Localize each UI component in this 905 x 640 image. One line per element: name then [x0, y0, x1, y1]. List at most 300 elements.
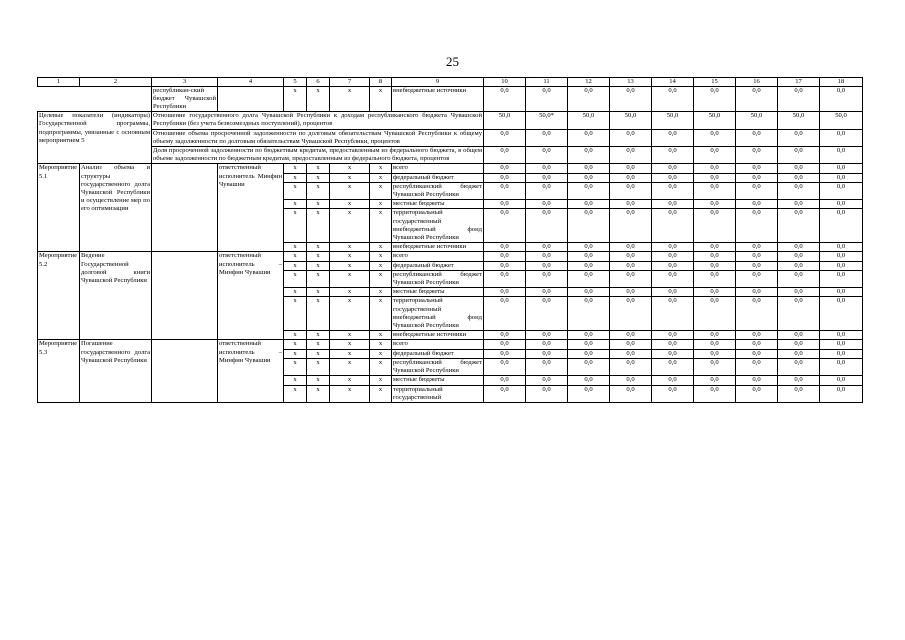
funding-source: республиканский бюджет Чувашской Республики — [393, 182, 482, 199]
code-mark: x — [370, 252, 392, 261]
code-mark: x — [370, 200, 392, 209]
value-cell: 0,0 — [568, 182, 610, 199]
value-cell: 0,0 — [694, 288, 736, 297]
value-cell: 0,0 — [610, 252, 652, 261]
code-mark: x — [370, 340, 392, 349]
value-cell: 0,0 — [736, 129, 778, 146]
funding-source: местные бюджеты — [392, 200, 484, 209]
funding-source: республиканский бюджет Чувашской Республики — [393, 270, 482, 287]
value-cell: 0,0 — [694, 209, 736, 243]
empty-cell — [38, 86, 80, 112]
table-row — [38, 340, 863, 349]
code-mark: x — [284, 385, 307, 402]
funding-source: республиканский бюджет Чувашской Республики — [393, 358, 482, 375]
funding-source: федеральный бюджет — [392, 349, 484, 358]
value-cell: 0,0 — [736, 349, 778, 358]
value-cell: 0,0 — [694, 358, 736, 375]
code-mark: x — [307, 164, 330, 173]
code-mark: x — [330, 331, 370, 340]
code-mark: x — [330, 376, 370, 385]
value-cell: 0,0 — [568, 261, 610, 270]
value-cell: 50,0 — [568, 112, 610, 129]
value-cell: 0,0 — [778, 252, 820, 261]
value-cell: 0,0 — [610, 86, 652, 112]
value-cell: 0,0 — [610, 243, 652, 252]
value-cell: 0,0 — [820, 261, 863, 270]
value-cell: 0,0 — [736, 376, 778, 385]
value-cell: 0,0 — [820, 200, 863, 209]
value-cell: 0,0 — [778, 209, 820, 243]
measure-title: Погашение государственного долга Чувашской Республики — [80, 340, 152, 402]
code-mark: x — [307, 261, 330, 270]
value-cell: 0,0 — [568, 297, 610, 331]
code-mark: x — [307, 331, 330, 340]
value-cell: 0,0 — [652, 349, 694, 358]
code-mark: x — [330, 349, 370, 358]
value-cell: 0,0 — [526, 288, 568, 297]
document-table-wrap — [37, 77, 862, 403]
value-cell: 0,0 — [820, 173, 863, 182]
column-number: 9 — [392, 78, 484, 87]
value-cell: 0,0 — [526, 331, 568, 340]
value-cell: 0,0 — [568, 349, 610, 358]
column-number: 7 — [330, 78, 370, 87]
code-mark: x — [330, 340, 370, 349]
column-number: 6 — [307, 78, 330, 87]
code-mark: x — [284, 349, 307, 358]
column-number: 12 — [568, 78, 610, 87]
code-mark: x — [284, 331, 307, 340]
code-mark: x — [307, 252, 330, 261]
value-cell: 0,0 — [694, 331, 736, 340]
value-cell: 0,0 — [652, 376, 694, 385]
code-mark: x — [284, 288, 307, 297]
value-cell: 0,0 — [526, 164, 568, 173]
value-cell: 0,0 — [526, 182, 568, 199]
value-cell: 0,0 — [736, 270, 778, 287]
value-cell: 0,0 — [610, 164, 652, 173]
value-cell: 0,0 — [778, 261, 820, 270]
measure-code: Мероприятие 5.1 — [38, 164, 80, 252]
code-mark: x — [307, 297, 330, 331]
code-mark: x — [330, 173, 370, 182]
value-cell: 0,0 — [694, 243, 736, 252]
code-mark: x — [307, 243, 330, 252]
code-mark: x — [284, 243, 307, 252]
value-cell: 0,0 — [736, 200, 778, 209]
value-cell: 0,0 — [610, 270, 652, 287]
value-cell: 0,0 — [736, 86, 778, 112]
value-cell: 0,0 — [568, 243, 610, 252]
code-mark: x — [330, 252, 370, 261]
value-cell: 0,0 — [820, 129, 863, 146]
value-cell: 0,0 — [694, 252, 736, 261]
column-number: 4 — [218, 78, 284, 87]
value-cell: 0,0 — [736, 252, 778, 261]
target-text: Отношение объема просроченной задолженности по долговым обязательствам Чувашской Республики к общему объему задолженности по долговым обязательствам Чувашской Республики, процентов — [153, 129, 482, 145]
value-cell: 0,0 — [694, 182, 736, 199]
value-cell: 0,0 — [526, 261, 568, 270]
value-cell: 0,0 — [484, 252, 526, 261]
code-mark: x — [330, 164, 370, 173]
value-cell: 0,0 — [736, 288, 778, 297]
value-cell: 0,0 — [778, 147, 820, 164]
value-cell: 0,0 — [694, 349, 736, 358]
funding-source: местные бюджеты — [392, 288, 484, 297]
value-cell: 0,0 — [568, 86, 610, 112]
value-cell: 0,0 — [736, 385, 778, 402]
table-row — [38, 252, 863, 261]
value-cell: 0,0 — [568, 129, 610, 146]
value-cell: 0,0 — [568, 164, 610, 173]
column-number: 8 — [370, 78, 392, 87]
value-cell: 0,0 — [526, 270, 568, 287]
value-cell: 0,0 — [610, 261, 652, 270]
value-cell: 0,0 — [610, 200, 652, 209]
column-number: 11 — [526, 78, 568, 87]
value-cell: 0,0 — [736, 182, 778, 199]
value-cell: 50,0 — [694, 112, 736, 129]
value-cell: 0,0 — [694, 340, 736, 349]
value-cell: 0,0 — [820, 385, 863, 402]
code-mark: x — [330, 182, 370, 199]
column-number: 2 — [80, 78, 152, 87]
code-mark: x — [370, 297, 392, 331]
value-cell: 0,0 — [568, 288, 610, 297]
value-cell: 0,0 — [568, 200, 610, 209]
value-cell: 0,0 — [778, 288, 820, 297]
value-cell: 50,0 — [610, 112, 652, 129]
value-cell: 0,0 — [736, 209, 778, 243]
value-cell: 0,0 — [484, 349, 526, 358]
value-cell: 0,0 — [526, 340, 568, 349]
value-cell: 0,0 — [820, 164, 863, 173]
value-cell: 0,0 — [778, 349, 820, 358]
code-mark: x — [370, 86, 392, 112]
value-cell: 0,0 — [694, 129, 736, 146]
funding-source: федеральный бюджет — [392, 173, 484, 182]
column-number: 16 — [736, 78, 778, 87]
funding-source: территориальный государственный внебюджетный фонд Чувашской Республики — [393, 209, 482, 242]
value-cell: 0,0 — [652, 129, 694, 146]
value-cell: 50,0 — [484, 112, 526, 129]
code-mark: x — [284, 261, 307, 270]
value-cell: 0,0 — [694, 376, 736, 385]
target-row — [38, 147, 863, 164]
column-number: 17 — [778, 78, 820, 87]
code-mark: x — [307, 209, 330, 243]
value-cell: 0,0 — [820, 331, 863, 340]
value-cell: 0,0 — [568, 270, 610, 287]
column-number: 14 — [652, 78, 694, 87]
empty-cell — [152, 164, 218, 252]
value-cell: 0,0 — [568, 331, 610, 340]
value-cell: 0,0 — [526, 209, 568, 243]
code-mark: x — [284, 358, 307, 375]
value-cell: 0,0 — [652, 200, 694, 209]
value-cell: 50,0 — [820, 112, 863, 129]
code-mark: x — [284, 297, 307, 331]
source-cell: республикан-ский бюджет Чувашской Республики — [153, 86, 216, 110]
code-mark: x — [307, 376, 330, 385]
budget-table — [37, 77, 863, 403]
value-cell: 0,0 — [652, 164, 694, 173]
value-cell: 0,0 — [778, 270, 820, 287]
value-cell: 0,0 — [820, 209, 863, 243]
funding-source: местные бюджеты — [392, 376, 484, 385]
value-cell: 0,0 — [568, 252, 610, 261]
measure-code: Мероприятие 5.3 — [38, 340, 80, 402]
code-mark: x — [330, 358, 370, 375]
value-cell: 0,0 — [610, 376, 652, 385]
value-cell: 0,0 — [484, 164, 526, 173]
code-mark: x — [370, 349, 392, 358]
value-cell: 0,0 — [778, 129, 820, 146]
code-mark: x — [370, 270, 392, 287]
value-cell: 0,0 — [652, 331, 694, 340]
value-cell: 0,0 — [526, 297, 568, 331]
value-cell: 0,0 — [778, 243, 820, 252]
value-cell: 0,0 — [610, 209, 652, 243]
code-mark: x — [370, 209, 392, 243]
value-cell: 0,0 — [820, 86, 863, 112]
value-cell: 0,0 — [736, 164, 778, 173]
value-cell: 0,0 — [820, 288, 863, 297]
value-cell: 0,0 — [526, 200, 568, 209]
value-cell: 0,0 — [610, 297, 652, 331]
value-cell: 0,0 — [778, 385, 820, 402]
column-number: 18 — [820, 78, 863, 87]
value-cell: 0,0 — [736, 331, 778, 340]
value-cell: 0,0 — [484, 385, 526, 402]
target-row — [38, 129, 863, 146]
funding-source: всего — [392, 340, 484, 349]
value-cell: 0,0 — [526, 129, 568, 146]
table-row — [38, 86, 863, 112]
value-cell: 0,0 — [526, 86, 568, 112]
value-cell: 0,0 — [568, 147, 610, 164]
value-cell: 0,0 — [820, 243, 863, 252]
code-mark: x — [330, 288, 370, 297]
value-cell: 0,0 — [736, 261, 778, 270]
page-number: 25 — [446, 54, 459, 69]
funding-source: внебюджетные источники — [392, 331, 484, 340]
value-cell: 0,0 — [736, 173, 778, 182]
value-cell: 0,0 — [610, 358, 652, 375]
value-cell: 0,0 — [694, 147, 736, 164]
value-cell: 50,0* — [526, 112, 568, 129]
target-text: Отношение государственного долга Чувашской Республики к доходам республиканского бюджета Чувашской Республики (без учета безвозмездных поступлений), процентов — [153, 112, 482, 128]
code-mark: x — [284, 173, 307, 182]
code-mark: x — [307, 270, 330, 287]
value-cell: 0,0 — [820, 182, 863, 199]
column-number: 10 — [484, 78, 526, 87]
value-cell: 0,0 — [610, 288, 652, 297]
table-row — [38, 164, 863, 173]
value-cell: 0,0 — [610, 129, 652, 146]
target-text: Доля просроченной задолженности по бюджетным кредитам, предоставленным из федерального бюджета, в общем объеме задолженности по бюджетным кредитам, предоставленным из федерального бюджета, процентов — [153, 147, 482, 163]
code-mark: x — [307, 385, 330, 402]
value-cell: 0,0 — [694, 261, 736, 270]
value-cell: 0,0 — [652, 147, 694, 164]
code-mark: x — [370, 164, 392, 173]
value-cell: 0,0 — [778, 297, 820, 331]
value-cell: 0,0 — [694, 270, 736, 287]
code-mark: x — [330, 243, 370, 252]
funding-source: всего — [392, 164, 484, 173]
value-cell: 0,0 — [820, 270, 863, 287]
column-number: 1 — [38, 78, 80, 87]
responsible: ответственный исполнитель – Минфин Чувашии — [218, 340, 284, 402]
code-mark: x — [307, 288, 330, 297]
code-mark: x — [284, 340, 307, 349]
value-cell: 0,0 — [652, 261, 694, 270]
measure-code: Мероприятие 5.2 — [38, 252, 80, 340]
value-cell: 0,0 — [820, 297, 863, 331]
empty-cell — [152, 340, 218, 402]
code-mark: x — [370, 243, 392, 252]
code-mark: x — [284, 164, 307, 173]
value-cell: 0,0 — [778, 173, 820, 182]
code-mark: x — [284, 270, 307, 287]
value-cell: 0,0 — [652, 182, 694, 199]
value-cell: 0,0 — [484, 340, 526, 349]
value-cell: 0,0 — [526, 358, 568, 375]
value-cell: 50,0 — [736, 112, 778, 129]
value-cell: 0,0 — [820, 252, 863, 261]
value-cell: 0,0 — [778, 358, 820, 375]
value-cell: 0,0 — [694, 164, 736, 173]
empty-cell — [218, 86, 284, 112]
code-mark: x — [370, 173, 392, 182]
value-cell: 0,0 — [484, 261, 526, 270]
measure-title: Ведение Государственной долговой книги Чувашской Республики — [80, 252, 152, 340]
value-cell: 0,0 — [484, 173, 526, 182]
responsible: ответственный исполнитель – Минфин Чувашии — [218, 252, 284, 340]
code-mark: x — [284, 209, 307, 243]
value-cell: 0,0 — [610, 182, 652, 199]
code-mark: x — [284, 376, 307, 385]
code-mark: x — [330, 261, 370, 270]
value-cell: 0,0 — [820, 376, 863, 385]
value-cell: 0,0 — [778, 182, 820, 199]
value-cell: 0,0 — [652, 385, 694, 402]
value-cell: 0,0 — [778, 340, 820, 349]
code-mark: x — [330, 385, 370, 402]
code-mark: x — [370, 358, 392, 375]
code-mark: x — [284, 252, 307, 261]
code-mark: x — [307, 200, 330, 209]
value-cell: 0,0 — [484, 270, 526, 287]
code-mark: x — [330, 200, 370, 209]
value-cell: 0,0 — [778, 331, 820, 340]
header-row — [38, 78, 863, 87]
value-cell: 0,0 — [736, 297, 778, 331]
value-cell: 0,0 — [568, 358, 610, 375]
value-cell: 0,0 — [694, 86, 736, 112]
value-cell: 0,0 — [526, 173, 568, 182]
column-number: 3 — [152, 78, 218, 87]
value-cell: 0,0 — [484, 209, 526, 243]
value-cell: 0,0 — [526, 349, 568, 358]
value-cell: 0,0 — [694, 297, 736, 331]
value-cell: 0,0 — [484, 182, 526, 199]
code-mark: x — [370, 261, 392, 270]
value-cell: 0,0 — [610, 340, 652, 349]
target-row — [38, 112, 863, 129]
code-mark: x — [330, 86, 370, 112]
value-cell: 0,0 — [652, 297, 694, 331]
column-number: 13 — [610, 78, 652, 87]
funding-source: территориальный государственный внебюджетный фонд Чувашской Республики — [393, 297, 482, 330]
measure-title: Анализ объема и структуры государственного долга Чувашской Республики и осуществление мер по его оптимизации — [80, 164, 152, 252]
value-cell: 0,0 — [652, 288, 694, 297]
value-cell: 0,0 — [652, 252, 694, 261]
value-cell: 0,0 — [484, 297, 526, 331]
code-mark: x — [370, 182, 392, 199]
value-cell: 0,0 — [484, 243, 526, 252]
funding-source: внебюджетные источники — [392, 243, 484, 252]
value-cell: 0,0 — [694, 200, 736, 209]
code-mark: x — [370, 288, 392, 297]
value-cell: 0,0 — [484, 376, 526, 385]
value-cell: 0,0 — [484, 331, 526, 340]
value-cell: 0,0 — [694, 385, 736, 402]
value-cell: 0,0 — [736, 147, 778, 164]
value-cell: 0,0 — [610, 385, 652, 402]
value-cell: 0,0 — [610, 173, 652, 182]
funding-source: федеральный бюджет — [392, 261, 484, 270]
value-cell: 0,0 — [484, 147, 526, 164]
value-cell: 0,0 — [652, 243, 694, 252]
code-mark: x — [330, 297, 370, 331]
targets-label: Целевые показатели (индикаторы) Государственной программы, подпрограммы, увязанные с основным мероприятием 5 — [38, 112, 152, 164]
code-mark: x — [284, 86, 307, 112]
value-cell: 0,0 — [736, 243, 778, 252]
column-number: 15 — [694, 78, 736, 87]
value-cell: 0,0 — [820, 340, 863, 349]
value-cell: 0,0 — [484, 200, 526, 209]
code-mark: x — [307, 358, 330, 375]
value-cell: 0,0 — [610, 349, 652, 358]
value-cell: 0,0 — [610, 147, 652, 164]
code-mark: x — [284, 182, 307, 199]
code-mark: x — [307, 182, 330, 199]
value-cell: 0,0 — [526, 252, 568, 261]
value-cell: 0,0 — [778, 164, 820, 173]
code-mark: x — [307, 173, 330, 182]
value-cell: 0,0 — [652, 270, 694, 287]
code-mark: x — [330, 209, 370, 243]
value-cell: 0,0 — [526, 243, 568, 252]
value-cell: 0,0 — [526, 385, 568, 402]
value-cell: 0,0 — [610, 331, 652, 340]
value-cell: 0,0 — [526, 376, 568, 385]
value-cell: 0,0 — [820, 147, 863, 164]
code-mark: x — [370, 331, 392, 340]
column-number: 5 — [284, 78, 307, 87]
value-cell: 0,0 — [778, 86, 820, 112]
value-cell: 0,0 — [778, 376, 820, 385]
value-cell: 0,0 — [526, 147, 568, 164]
value-cell: 0,0 — [736, 358, 778, 375]
value-cell: 0,0 — [568, 340, 610, 349]
code-mark: x — [284, 200, 307, 209]
value-cell: 0,0 — [484, 358, 526, 375]
code-mark: x — [307, 349, 330, 358]
code-mark: x — [307, 340, 330, 349]
value-cell: 0,0 — [820, 358, 863, 375]
